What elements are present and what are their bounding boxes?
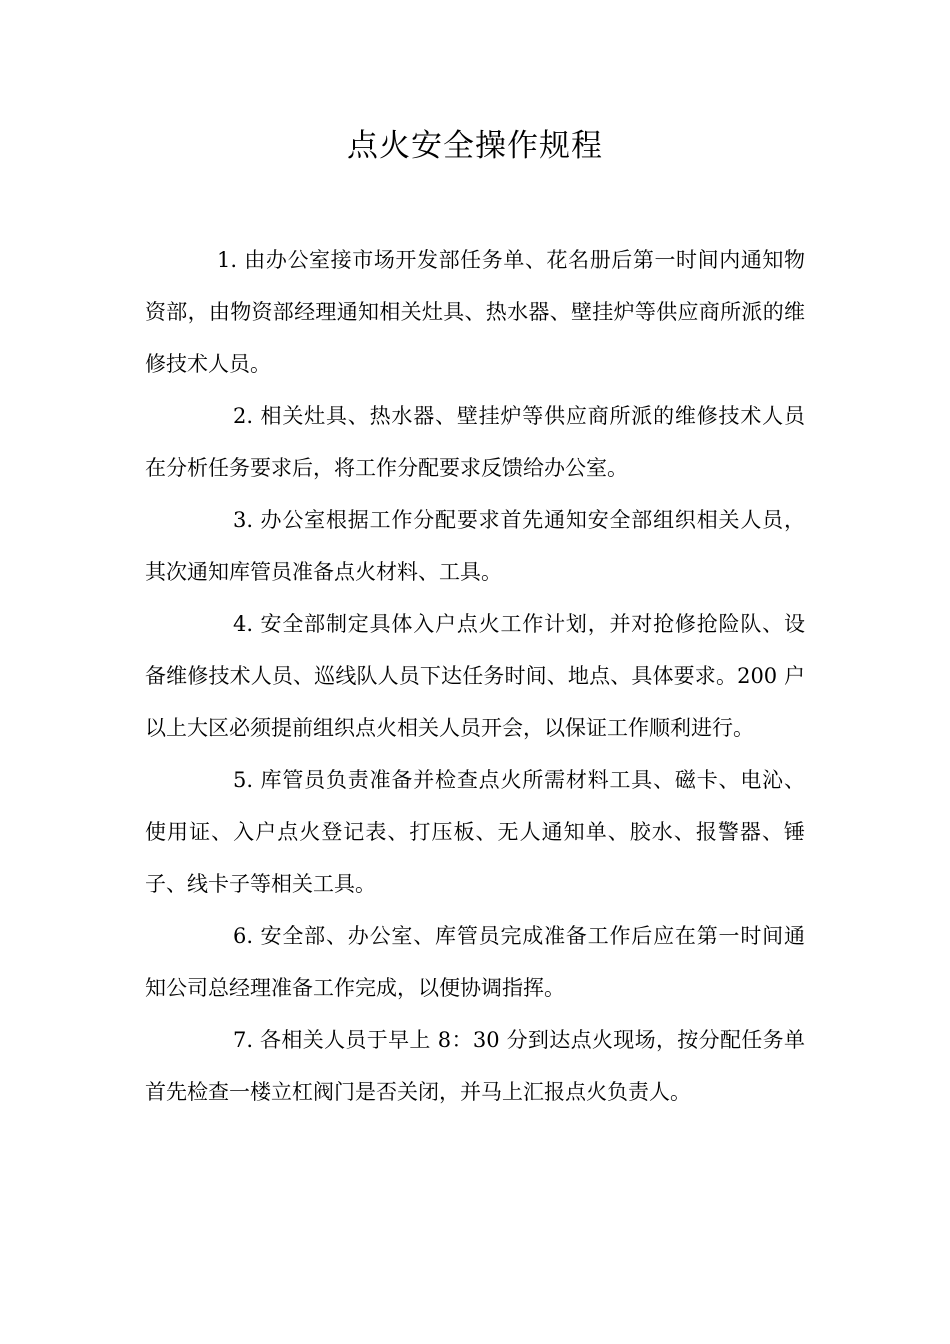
document-title: 点火安全操作规程 [347, 128, 603, 164]
paragraph-5: 5. 库管员负责准备并检查点火所需材料工具、磁卡、电沁、使用证、入户点火登记表、打压板、无人通知单、胶水、报警器、锤子、线卡子等相关工具。 [145, 768, 805, 896]
paragraph-7: 7. 各相关人员于早上 8：30 分到达点火现场，按分配任务单首先检查一楼立杠阀门是否关闭，并马上汇报点火负责人。 [145, 1028, 805, 1104]
document-body [145, 234, 805, 1118]
paragraph-2: 2. 相关灶具、热水器、壁挂炉等供应商所派的维修技术人员在分析任务要求后，将工作分配要求反馈给办公室。 [145, 404, 805, 480]
paragraph-1: 1. 由办公室接市场开发部任务单、花名册后第一时间内通知物资部，由物资部经理通知相关灶具、热水器、壁挂炉等供应商所派的维修技术人员。 [145, 248, 805, 376]
paragraph-6: 6. 安全部、办公室、库管员完成准备工作后应在第一时间通知公司总经理准备工作完成，以便协调指挥。 [145, 924, 805, 1000]
paragraph-3: 3. 办公室根据工作分配要求首先通知安全部组织相关人员，其次通知库管员准备点火材料、工具。 [145, 508, 805, 584]
paragraph-4: 4. 安全部制定具体入户点火工作计划，并对抢修抢险队、设备维修技术人员、巡线队人员下达任务时间、地点、具体要求。200 户以上大区必须提前组织点火相关人员开会，以保证工作顺利进行。 [145, 612, 805, 740]
